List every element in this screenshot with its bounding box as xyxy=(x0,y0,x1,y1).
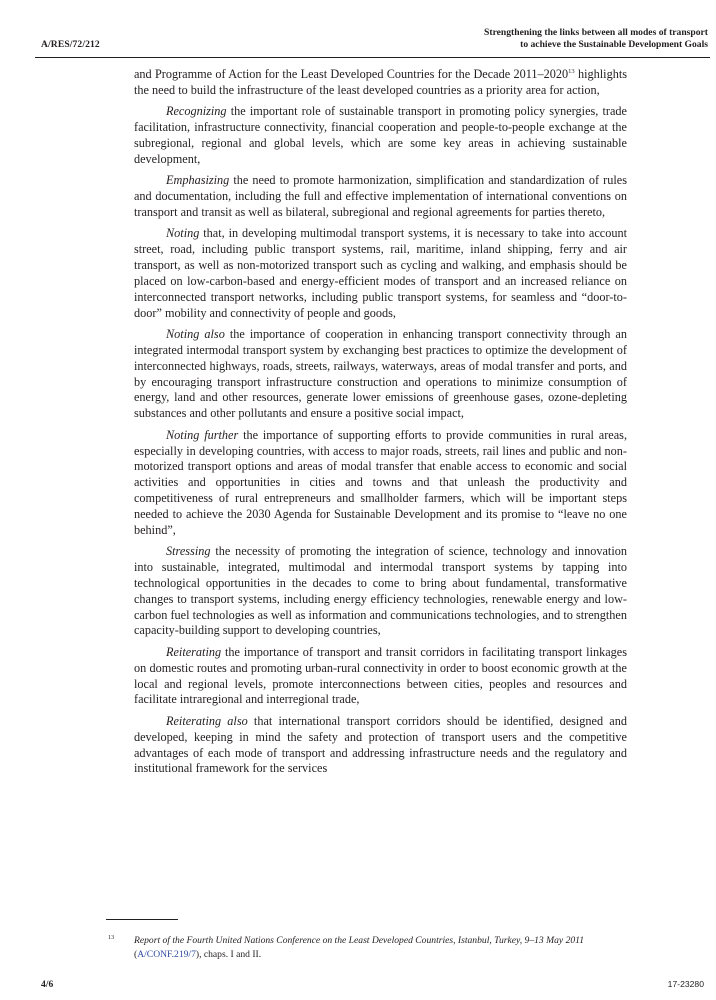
paragraph-reiterating xyxy=(134,645,627,708)
paragraph-lead: Stressing xyxy=(166,544,211,559)
running-title-line-2: to achieve the Sustainable Development Goals xyxy=(520,39,708,51)
paragraph-text: the importance of transport and transit corridors in facilitating transport linkages on domestic routes and promoting urban-rural connectivity in order to boost economic growth at the local and regional levels, promote interconnections between cities, peoples and resources and facilitate intraregional and interregional trade, xyxy=(134,644,627,707)
paragraph-text: the importance of supporting efforts to provide communities in rural areas, especially in developing countries, with access to major roads, streets, rail lines and public and non-motorized transport options and areas of modal transfer that enable access to economic and social activities and opportunities in cities and towns and that unleash the productivity and competitiveness of rural entrepreneurs and smallholder farmers, which will be important steps needed to achieve the 2030 Agenda for Sustainable Development and its promise to “leave no one behind”, xyxy=(134,427,628,537)
paragraph-text: the importance of cooperation in enhancing transport connectivity through an integrated intermodal transport system by exchanging best practices to optimize the development of interconnected highways, roads, streets, railways, waterways, areas of modal transfer and ports, and by encouraging transport infrastructure construction and operations to minimize consumption of energy, land and other resources, generate lower emissions of greenhouse gases, ozone-depleting substances and other pollutants and ensure a positive social impact, xyxy=(134,327,627,421)
page-number: 4/6 xyxy=(41,979,54,990)
running-title-line-1: Strengthening the links between all modes of transport xyxy=(484,27,708,38)
paragraph-continuation xyxy=(134,67,627,99)
resolution-body xyxy=(134,67,627,783)
job-number: 17-23280 xyxy=(667,979,704,989)
footnote-suffix: ), chaps. I and II. xyxy=(195,948,262,960)
paragraph-text: the need to promote harmonization, simplification and standardization of rules and documentation, including the full and effective implementation of international conventions on transport and transit as well as bilateral, subregional and regional agreements for parties thereto, xyxy=(134,173,627,219)
paragraph-noting-further xyxy=(134,428,627,539)
paragraph-lead: Recognizing xyxy=(166,104,227,119)
paragraph-noting-also xyxy=(134,327,627,422)
paragraph-text: that, in developing multimodal transport systems, it is necessary to take into account street, road, including public transport systems, rail, maritime, inland shipping, ferry and air transport, as well as non-motorized transport such as cycling and walking, and emphasis should be placed on low-carbon-based and energy-efficient modes of transport and an increased reliance on interconnected transport networks, including public transport systems, for seamless and “door-to-door” mobility and connectivity of people and goods, xyxy=(134,226,627,320)
paragraph-recognizing xyxy=(134,104,627,167)
paragraph-text: the necessity of promoting the integration of science, technology and innovation into sustainable, integrated, multimodal and intermodal transport systems by tapping into technological opportunities in the decades to come to bring about fundamental, transformative changes to transport systems, including energy efficiency technologies, renewable energy and low-carbon fuel technologies as well as information and communications technologies, and to strengthen capacity-building support to developing countries, xyxy=(134,544,627,638)
paragraph-lead: Noting also xyxy=(166,327,225,342)
paragraph-noting xyxy=(134,226,627,321)
footnote-body xyxy=(134,934,628,962)
paragraph-lead: Emphasizing xyxy=(166,173,230,188)
paragraph-lead: Reiterating xyxy=(166,644,222,659)
paragraph-emphasizing xyxy=(134,173,627,221)
footnote-number: 13 xyxy=(108,934,115,941)
paragraph-text: highlights the need to build the infrastructure of the least developed countries as a priority area for action, xyxy=(134,67,627,97)
footnote xyxy=(108,934,628,962)
paragraph-text: the important role of sustainable transport in promoting policy synergies, trade facilitation, infrastructure connectivity, financial cooperation and people-to-people exchange at the subregional, regional and global levels, which are some key areas in achieving sustainable development, xyxy=(134,104,627,166)
paragraph-lead: Noting xyxy=(166,226,200,241)
paragraph-lead: Noting further xyxy=(166,427,239,442)
running-title xyxy=(484,27,708,52)
footnote-citation: Report of the Fourth United Nations Conference on the Least Developed Countries, Istanbul, Turkey, 9–13 May 2011 xyxy=(134,935,585,946)
footnote-document-link[interactable]: A/CONF.219/7 xyxy=(137,948,196,960)
paragraph-text: that international transport corridors should be identified, designed and developed, keeping in mind the safety and protection of transport users and the competitive advantages of each mode of transport and addressing infrastructure needs and the regulatory and institutional framework for the services xyxy=(134,713,627,776)
paragraph-reiterating-also xyxy=(134,714,627,777)
document-symbol: A/RES/72/212 xyxy=(41,39,100,50)
footnote-reference[interactable]: 13 xyxy=(568,68,575,75)
paragraph-lead: Reiterating also xyxy=(166,713,248,728)
paragraph-stressing xyxy=(134,544,627,639)
footnote-separator xyxy=(106,919,178,920)
footnote-link-prefix: ( xyxy=(134,948,138,960)
header-rule xyxy=(35,57,710,58)
paragraph-text: and Programme of Action for the Least Developed Countries for the Decade 2011–2020 xyxy=(134,67,569,81)
